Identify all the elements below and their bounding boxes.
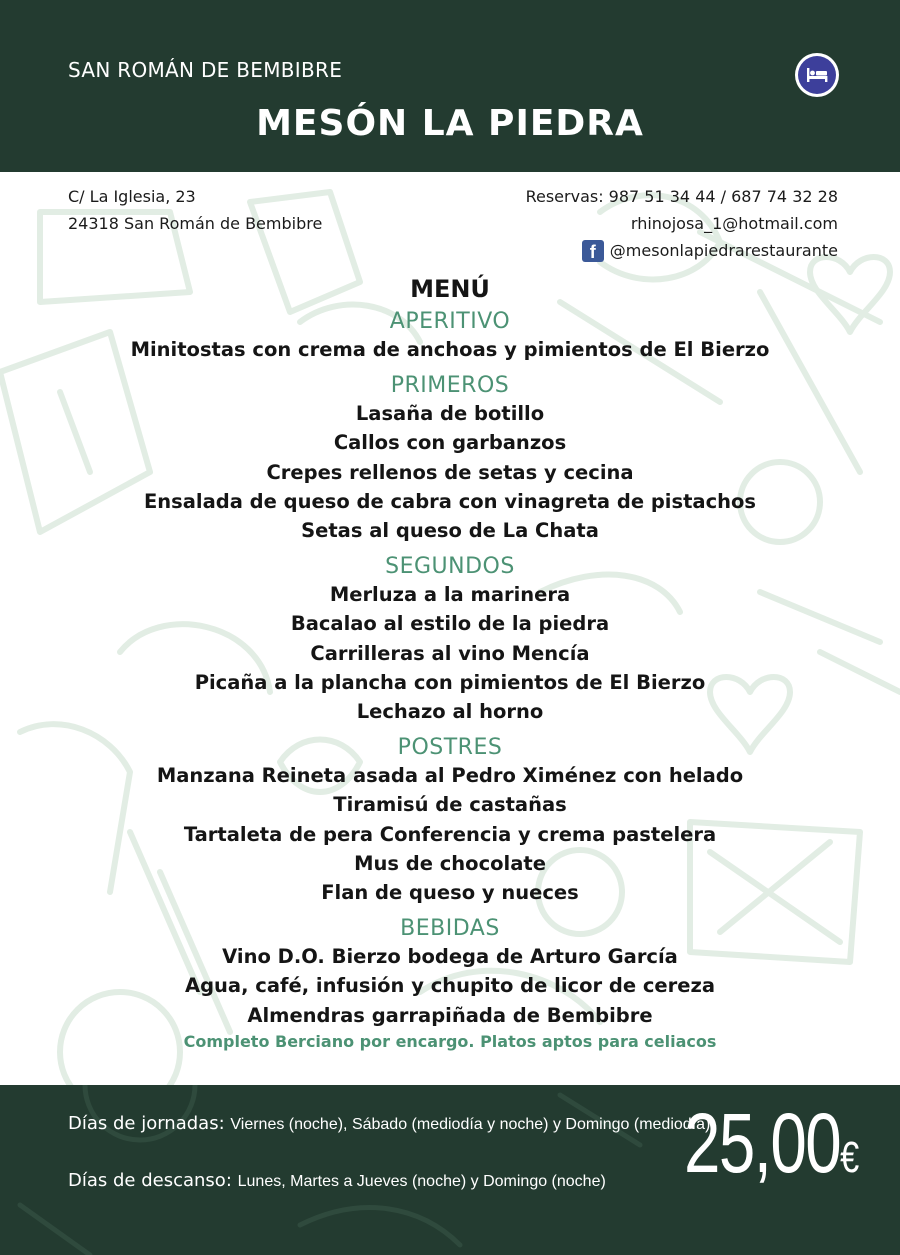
menu-section-bebidas	[0, 915, 900, 1030]
contact-block	[526, 183, 838, 264]
section-title: BEBIDAS	[400, 916, 500, 942]
address-postal: 24318 San Román de Bembibre	[68, 214, 323, 233]
email-address[interactable]: rhinojosa_1@hotmail.com	[630, 214, 838, 233]
opening-days-value: Viernes (noche), Sábado (mediodía y noche) y Domingo (mediodía)	[230, 1116, 711, 1133]
dish: Almendras garrapiñada de Bembibre	[247, 1003, 653, 1027]
dish: Vino D.O. Bierzo bodega de Arturo García	[222, 945, 678, 969]
facebook-icon: f	[582, 240, 604, 262]
closing-days-value: Lunes, Martes a Jueves (noche) y Domingo (noche)	[237, 1173, 606, 1190]
bed-icon	[795, 53, 839, 97]
dish: Tartaleta de pera Conferencia y crema pastelera	[183, 822, 717, 846]
menu-section-segundos	[0, 553, 900, 726]
address-block	[68, 183, 322, 237]
dish: Flan de queso y nueces	[321, 881, 579, 905]
price-amount: 25,00	[684, 1096, 841, 1190]
dish: Manzana Reineta asada al Pedro Ximénez con helado	[156, 764, 744, 788]
dish: Mus de chocolate	[354, 851, 546, 875]
dish: Carrilleras al vino Mencía	[310, 641, 590, 665]
section-title: PRIMEROS	[390, 373, 510, 399]
menu	[0, 272, 900, 1053]
menu-section-postres	[0, 734, 900, 907]
dish: Setas al queso de La Chata	[301, 519, 599, 543]
section-title: POSTRES	[397, 735, 503, 761]
closing-days	[68, 1170, 606, 1191]
menu-price	[684, 1095, 858, 1192]
menu-section-aperitivo	[0, 308, 900, 364]
dish: Lechazo al horno	[356, 700, 544, 724]
address-street: C/ La Iglesia, 23	[68, 187, 196, 206]
dish: Lasaña de botillo	[355, 402, 545, 426]
menu-title: MENÚ	[410, 275, 490, 303]
reservations-phone: Reservas: 987 51 34 44 / 687 74 32 28	[525, 187, 838, 206]
menu-section-primeros	[0, 372, 900, 545]
town-name: SAN ROMÁN DE BEMBIBRE	[68, 58, 343, 82]
restaurant-name: MESÓN LA PIEDRA	[256, 103, 644, 144]
dish: Crepes rellenos de setas y cecina	[266, 460, 634, 484]
opening-days	[68, 1113, 710, 1134]
section-title: SEGUNDOS	[385, 554, 515, 580]
menu-note: Completo Berciano por encargo. Platos aptos para celiacos	[183, 1031, 717, 1051]
facebook-handle: @mesonlapiedrarestaurante	[609, 241, 838, 260]
dish: Agua, café, infusión y chupito de licor de cereza	[185, 974, 715, 998]
dish: Ensalada de queso de cabra con vinagreta de pistachos	[143, 489, 757, 513]
dish: Tiramisú de castañas	[333, 793, 567, 817]
section-title: APERITIVO	[389, 309, 511, 334]
dish: Merluza a la marinera	[329, 583, 571, 607]
header-banner	[0, 0, 900, 172]
dish: Picaña a la plancha con pimientos de El Bierzo	[194, 670, 706, 694]
footer-banner	[0, 1085, 900, 1255]
dish: Bacalao al estilo de la piedra	[290, 612, 610, 636]
closing-days-label: Días de descanso:	[68, 1170, 232, 1191]
dish: Callos con garbanzos	[333, 431, 567, 455]
opening-days-label: Días de jornadas:	[68, 1113, 225, 1134]
facebook-link[interactable]	[526, 237, 838, 264]
price-currency: €	[840, 1133, 858, 1182]
dish: Minitostas con crema de anchoas y pimientos de El Bierzo	[130, 338, 770, 361]
